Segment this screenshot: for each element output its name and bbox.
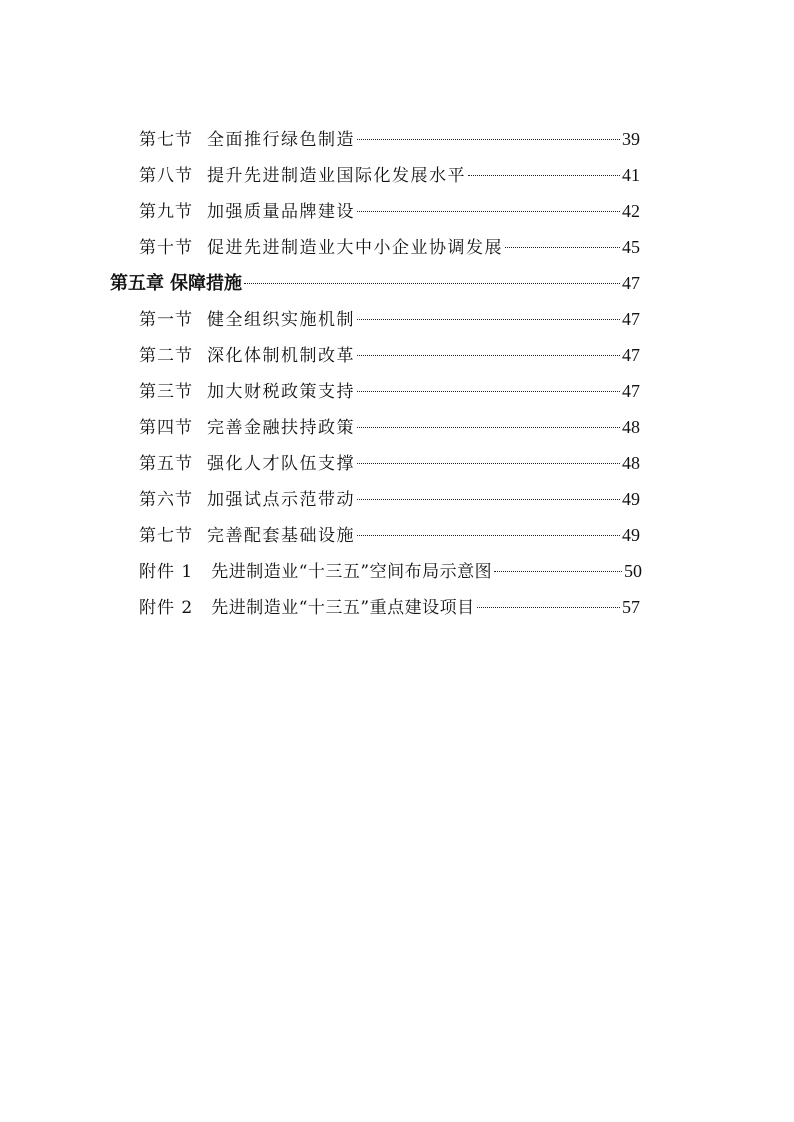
toc-entry-number: 第三节: [139, 382, 193, 402]
toc-entry-number: 第二节: [139, 346, 193, 366]
toc-entry-page: 47: [622, 345, 640, 365]
toc-entry-page: 39: [622, 129, 640, 149]
toc-appendix-title: 先进制造业“十三五”空间布局示意图: [211, 562, 493, 582]
dot-leader: [357, 211, 620, 212]
toc-entry-title: 完善金融扶持政策: [207, 418, 355, 438]
toc-entry[interactable]: [139, 373, 640, 409]
toc-entry[interactable]: [139, 157, 640, 193]
toc-entry-number: 第六节: [139, 490, 193, 510]
toc-entry-number: 第七节: [139, 526, 193, 546]
toc-entry-title: 强化人才队伍支撑: [207, 454, 355, 474]
dot-leader: [477, 607, 620, 608]
toc-entry-title: 加大财税政策支持: [207, 382, 355, 402]
dot-leader: [357, 139, 620, 140]
toc-entry-page: 49: [622, 489, 640, 509]
toc-entry-page: 47: [622, 273, 640, 293]
toc-entry-title: 深化体制机制改革: [207, 346, 355, 366]
toc-entry[interactable]: [139, 517, 640, 553]
toc-entry[interactable]: [139, 409, 640, 445]
toc-chapter-entry[interactable]: [110, 265, 640, 301]
toc-entry[interactable]: [139, 445, 640, 481]
dot-leader: [494, 571, 622, 572]
toc-entry-number: 第七节: [139, 130, 193, 150]
toc-entry-number: 第一节: [139, 310, 193, 330]
toc-entry-page: 47: [622, 309, 640, 329]
toc-appendix-number: 附件 1: [139, 562, 194, 582]
toc-entry-number: 第五节: [139, 454, 193, 474]
toc-entry-page: 45: [622, 237, 640, 257]
toc-entry[interactable]: [139, 337, 640, 373]
dot-leader: [244, 283, 620, 284]
toc-entry[interactable]: [139, 229, 640, 265]
toc-entry-page: 57: [622, 597, 640, 617]
toc-entry-title: 完善配套基础设施: [207, 526, 355, 546]
toc-entry-title: 加强质量品牌建设: [207, 202, 355, 222]
toc-appendix-entry[interactable]: [139, 589, 640, 625]
toc-entry-page: 42: [622, 201, 640, 221]
toc-entry-title: 促进先进制造业大中小企业协调发展: [207, 238, 503, 258]
toc-entry-title: 提升先进制造业国际化发展水平: [207, 166, 466, 186]
toc-entry-page: 47: [622, 381, 640, 401]
toc-entry-title: 健全组织实施机制: [207, 310, 355, 330]
dot-leader: [357, 427, 620, 428]
toc-chapter-title: 保障措施: [170, 273, 242, 294]
toc-entry[interactable]: [139, 301, 640, 337]
dot-leader: [357, 355, 620, 356]
toc-entry-page: 48: [622, 453, 640, 473]
dot-leader: [357, 391, 620, 392]
toc-entry-page: 48: [622, 417, 640, 437]
dot-leader: [357, 535, 620, 536]
dot-leader: [468, 175, 620, 176]
toc-entry-number: 第四节: [139, 418, 193, 438]
dot-leader: [357, 319, 620, 320]
toc-entry-page: 50: [624, 561, 642, 581]
dot-leader: [505, 247, 620, 248]
toc-entry-number: 第八节: [139, 166, 193, 186]
toc-entry-title: 全面推行绿色制造: [207, 130, 355, 150]
toc-appendix-title: 先进制造业“十三五”重点建设项目: [211, 598, 475, 618]
toc-entry[interactable]: [139, 193, 640, 229]
toc-entry[interactable]: [139, 121, 640, 157]
toc-entry-title: 加强试点示范带动: [207, 490, 355, 510]
toc-appendix-number: 附件 2: [139, 598, 194, 618]
toc-entry-page: 49: [622, 525, 640, 545]
dot-leader: [357, 463, 620, 464]
toc-entry[interactable]: [139, 481, 640, 517]
toc-entry-page: 41: [622, 165, 640, 185]
toc-entry-number: 第十节: [139, 238, 193, 258]
dot-leader: [357, 499, 620, 500]
toc-entry-number: 第九节: [139, 202, 193, 222]
toc-chapter-number: 第五章: [110, 273, 164, 294]
toc-appendix-entry[interactable]: [139, 553, 642, 589]
